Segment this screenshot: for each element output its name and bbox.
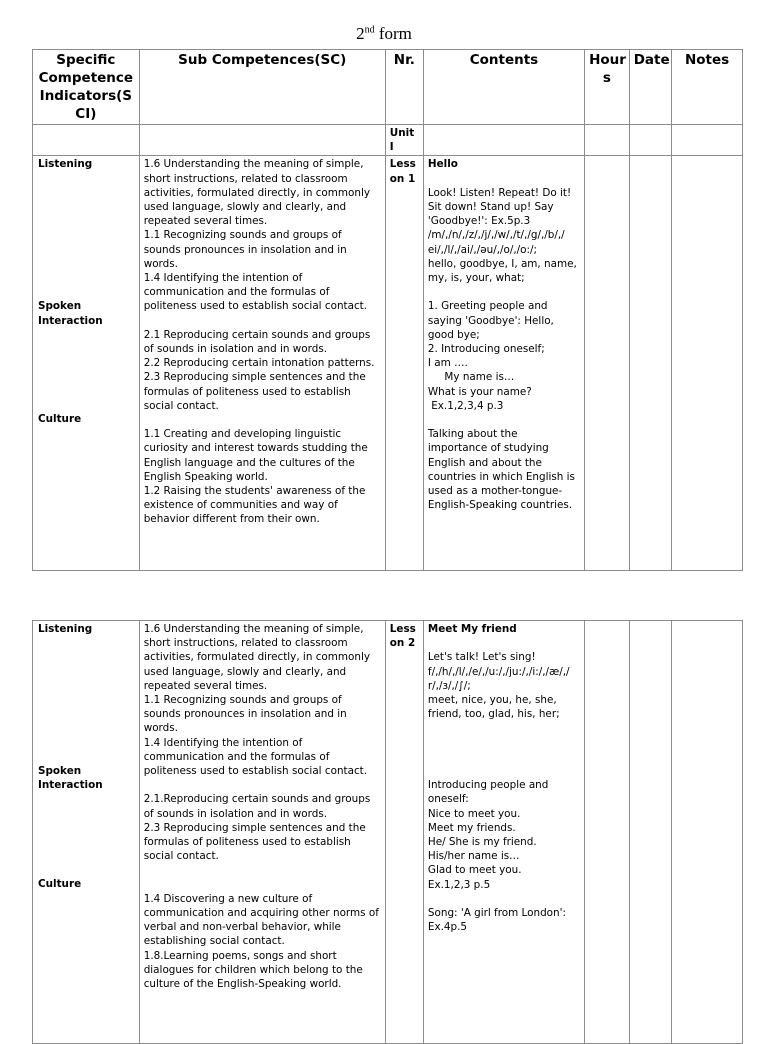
indicator-spoken-interaction: Spoken Interaction [38,300,103,327]
unit-cell [385,125,423,156]
unit-row-empty [423,125,584,156]
contents-gap [428,892,580,906]
sub-competence-gap [144,778,381,792]
sub-competence-gap [144,413,381,427]
sub-competence-line: 2.3 Reproducing simple sentences and the formulas of politeness used to establish social contact. [143,371,370,412]
sub-competence-line: 1.4 Identifying the intention of communication and the formulas of politeness used to establish social contact. [143,272,368,313]
lesson-1-contents-title: Hello [427,158,458,171]
contents-line: His/her name is… [427,850,520,863]
lesson-1-indicators [33,156,140,571]
sub-competence-line: 2.2 Reproducing certain intonation patterns. [143,357,375,370]
contents-line: Introducing people and oneself: [427,779,552,806]
contents-line: 2. Introducing oneself; [427,343,545,356]
lesson-2-date [629,621,671,1044]
contents-line: What is your name? [427,385,532,398]
contents-line: I am …. [427,357,468,370]
sub-competence-line: 1.2 Raising the students' awareness of the existence of communities and way of behavior different from their own. [143,485,369,526]
contents-line: meet, nice, you, he, she, friend, too, glad, his, her; [427,694,560,721]
indicator-spoken-interaction: Spoken Interaction [38,765,103,792]
page-title-base: 2 [356,24,365,43]
lesson-2-row [33,621,743,1044]
contents-line: Talking about the importance of studying English and about the countries in which English is used as a mother-tongue-English-Speaking countries. [427,428,579,512]
lesson-1-hours [585,156,630,571]
contents-line: Meet my friends. [427,821,516,834]
contents-gap [428,721,580,735]
page-title [0,24,768,44]
contents-gap [428,736,580,750]
sub-competence-line: 1.6 Understanding the meaning of simple, short instructions, related to classroom activities, formulated directly, in commonly used language, slowly and clearly, and repeated several times. [143,623,374,692]
lesson-2-notes [672,621,743,1044]
contents-gap [428,172,580,186]
lesson-1-date [629,156,671,571]
sub-competence-line: 1.1 Creating and developing linguistic curiosity and interest towards studding the English language and the cultures of the English Speaking world. [143,428,372,483]
header-row [33,50,743,125]
lesson-1-contents-list [428,172,580,513]
contents-line: My name is… [427,371,515,384]
indicator-listening: Listening [38,158,93,171]
contents-line: Ex.1,2,3,4 p.3 [427,399,504,412]
contents-line: Glad to meet you. [427,864,522,877]
contents-gap [428,750,580,764]
unit-row-empty [585,125,630,156]
lesson-2-hours [585,621,630,1044]
contents-line: hello, goodbye, I, am, name, my, is, your, what; [427,257,581,285]
contents-line: Look! Listen! Repeat! Do it! Sit down! Stand up! Say 'Goodbye!': Ex.5p.3 [427,186,575,228]
header-hours: Hour s [585,50,630,125]
header-sci: Specific Competence Indicators(S CI) [33,50,140,125]
lesson-1-contents [423,156,584,571]
page-title-rest: form [374,24,412,43]
sub-competence-line: 2.1 Reproducing certain sounds and groups of sounds in isolation and in words. [143,328,374,356]
sub-competence-line: 1.6 Understanding the meaning of simple, short instructions, related to classroom activities, formulated directly, in commonly used language, slowly and clearly, and repeated several times. [143,158,374,228]
sub-competence-line: 2.1.Reproducing certain sounds and groups of sounds in isolation and in words. [143,793,374,820]
lesson-1-nr: Less on 1 [385,156,423,571]
lesson-2-indicators [33,621,140,1044]
lesson-2-contents-title: Meet My friend [427,623,517,635]
contents-line: 1. Greeting people and saying 'Goodbye': Hello, good bye; [427,300,558,341]
sub-competence-gap [144,878,381,892]
sub-competence-gap [144,314,381,328]
sub-competence-line: 1.1 Recognizing sounds and groups of sounds pronounces in insolation and in words. [143,229,351,270]
sub-competence-line: 2.3 Reproducing simple sentences and the formulas of politeness used to establish social contact. [143,821,370,863]
sub-competence-gap [144,863,381,877]
sub-competence-line: 1.1 Recognizing sounds and groups of sounds pronounces in insolation and in words. [143,694,351,735]
contents-gap [428,285,580,299]
lesson-plan-table-1 [32,49,743,571]
lesson-1-notes [672,156,743,571]
header-nr: Nr. [385,50,423,125]
header-date: Date [629,50,671,125]
lesson-1-row [33,156,743,571]
contents-line: Let's talk! Let's sing! [427,651,536,664]
lesson-2-sub-competences [139,621,385,1044]
header-contents: Contents [423,50,584,125]
contents-line: /m/,/n/,/z/,/j/,/w/,/t/,/g/,/b/,/ ei/,/l/,/ai/,/əu/,/o/,/o:/; [427,229,568,256]
contents-line: Ex.1,2,3 p.5 [427,878,491,891]
unit-label: Unit I [389,127,415,154]
contents-gap [428,636,580,650]
unit-row [33,125,743,156]
lesson-2-contents [423,621,584,1044]
contents-gap [428,764,580,778]
unit-row-empty [672,125,743,156]
indicator-listening: Listening [38,623,93,635]
unit-row-empty [139,125,385,156]
sub-competence-line: 1.4 Identifying the intention of communication and the formulas of politeness used to establish social contact. [143,736,368,778]
contents-line: Song: 'A girl from London': Ex.4p.5 [427,906,570,934]
contents-line: Nice to meet you. [427,807,521,820]
indicator-culture: Culture [38,413,82,426]
sub-competence-line: 1.4 Discovering a new culture of communication and acquiring other norms of verbal and non-verbal behavior, while establishing social contact. [143,892,383,948]
indicator-culture: Culture [38,878,82,890]
sub-competence-line: 1.8.Learning poems, songs and short dialogues for children which belong to the culture of the English-Speaking world. [143,949,367,991]
contents-line: He/ She is my friend. [427,835,537,848]
unit-row-empty [629,125,671,156]
header-sub-competences: Sub Competences(SC) [139,50,385,125]
lesson-1-sub-competences [139,156,385,571]
unit-row-empty [33,125,140,156]
lesson-plan-table-2 [32,620,743,1044]
page-title-sup: nd [364,24,375,36]
header-notes: Notes [672,50,743,125]
lesson-2-contents-list [428,636,580,934]
contents-line: f/,/h/,/l/,/e/,/u:/,/ju:/,/i:/,/æ/,/ r/,/ɜ/,/∫/; [427,665,573,692]
contents-gap [428,413,580,427]
lesson-2-nr: Less on 2 [385,621,423,1044]
